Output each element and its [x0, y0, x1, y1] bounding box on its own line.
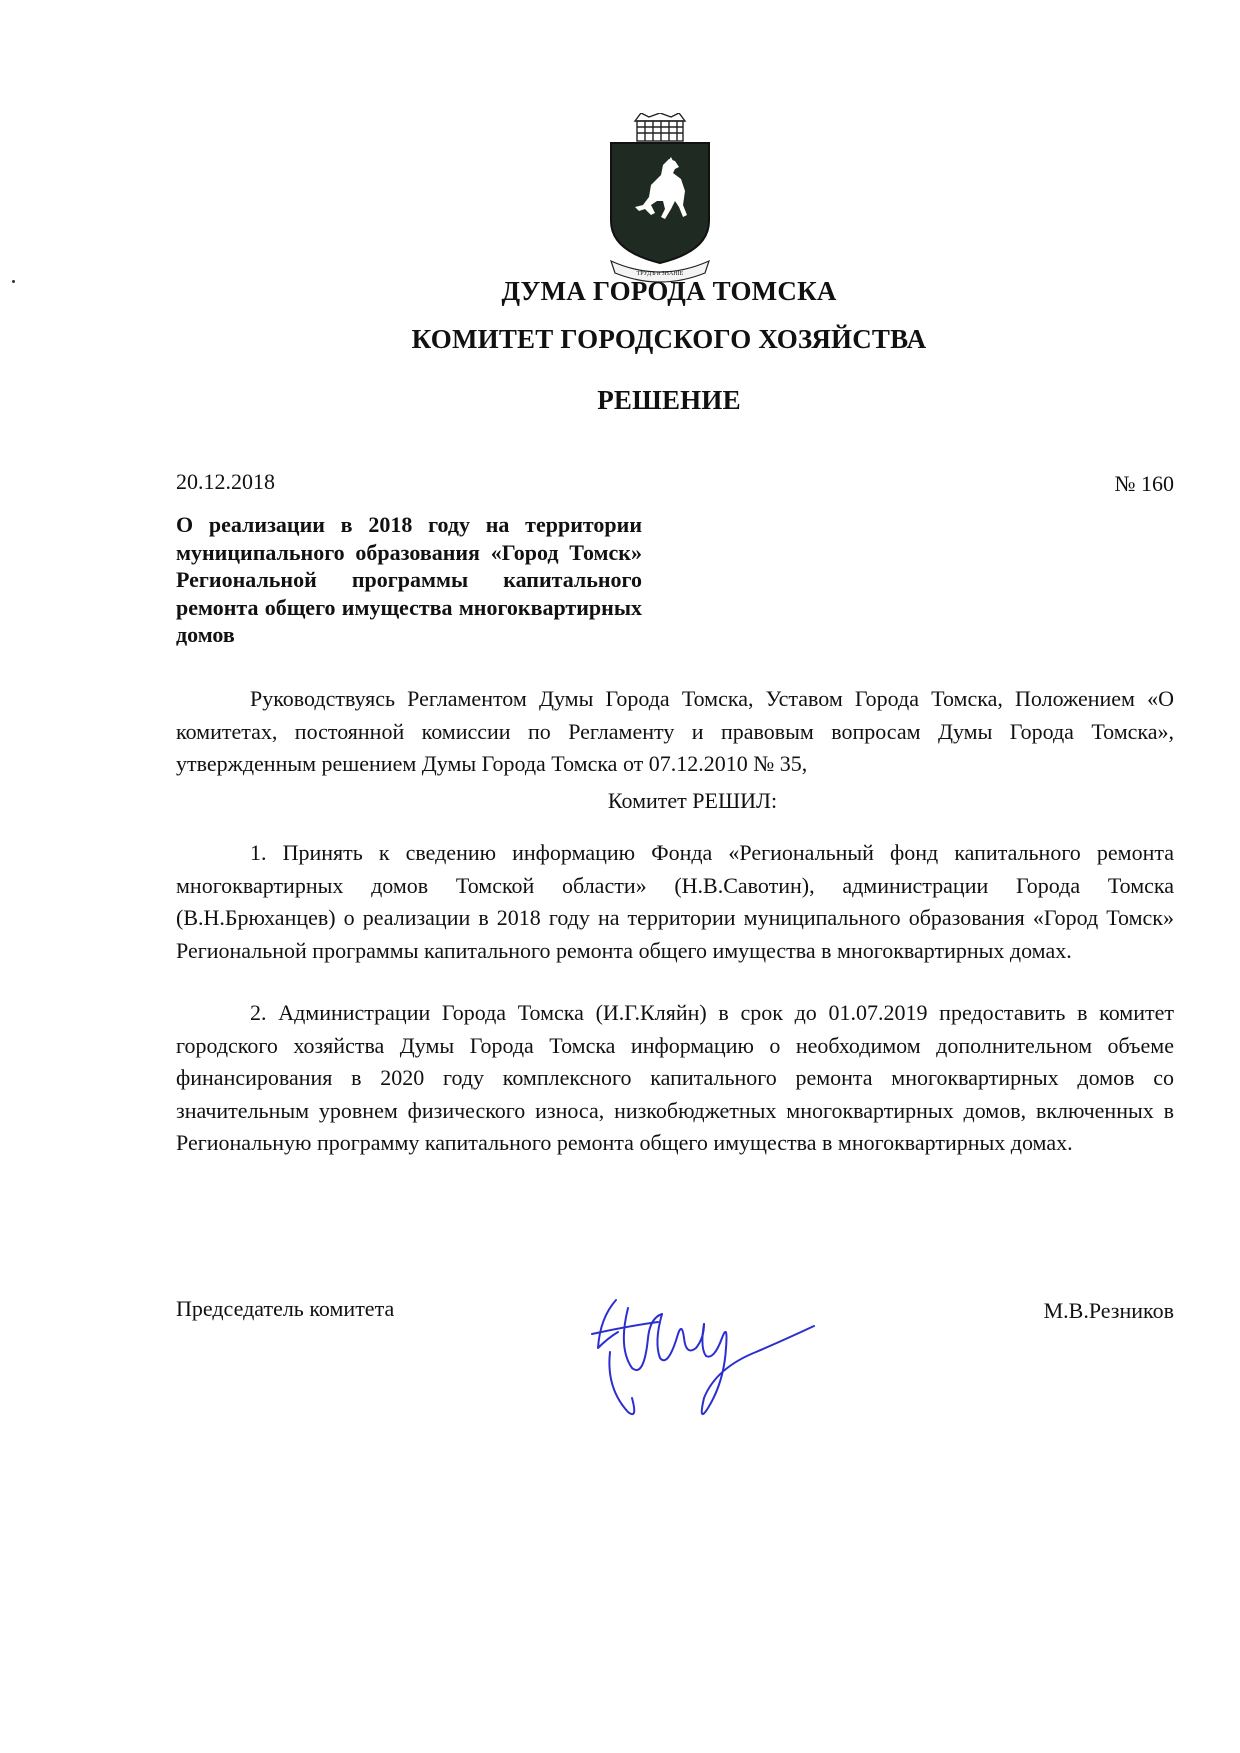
scan-speck: [12, 280, 15, 283]
document-type: РЕШЕНИЕ: [597, 385, 741, 415]
emblem-motto: ТРУДЪ и ЗНАНIЕ: [636, 271, 684, 277]
signer-title: Председатель комитета: [176, 1296, 395, 1321]
document-subject: О реализации в 2018 году на территории муниципального образования «Город Томск» Региональной программы капитального ремонта общего имущества многоквартирных домов: [176, 512, 642, 647]
committee-title: КОМИТЕТ ГОРОДСКОГО ХОЗЯЙСТВА: [411, 324, 927, 354]
document-number: № 160: [1114, 471, 1174, 496]
handwritten-signature: [588, 1278, 818, 1428]
resolution-item-2: 2. Администрации Города Томска (И.Г.Кляйн) в срок до 01.07.2019 предоставить в комитет городского хозяйства Думы Города Томска информацию о необходимом дополнительном объеме финансирования в 2020 году комплексного капитального ремонта многоквартирных домов со значительным уровнем физического износа, низкобюджетных многоквартирных домов, включенных в Региональную программу капитального ремонта общего имущества в многоквартирных домах.: [176, 1000, 1174, 1155]
resolved-heading: Комитет РЕШИЛ:: [607, 788, 778, 813]
organization-title: ДУМА ГОРОДА ТОМСКА: [501, 276, 837, 306]
tomsk-coat-of-arms-icon: [605, 113, 715, 283]
signer-name: М.В.Резников: [1043, 1298, 1174, 1323]
resolution-item-1: 1. Принять к сведению информацию Фонда «Региональный фонд капитального ремонта многоквартирных домов Томской области» (Н.В.Савотин), администрации Города Томска (В.Н.Брюханцев) о реализации в 2018 году на территории муниципального образования «Город Томск» Региональной программы капитального ремонта общего имущества в многоквартирных домах.: [176, 840, 1174, 963]
preamble-paragraph: Руководствуясь Регламентом Думы Города Томска, Уставом Города Томска, Положением «О комитетах, постоянной комиссии по Регламенту и правовым вопросам Думы Города Томска», утвержденным решением Думы Города Томска от 07.12.2010 № 35,: [176, 686, 1174, 776]
document-date: 20.12.2018: [176, 469, 275, 494]
